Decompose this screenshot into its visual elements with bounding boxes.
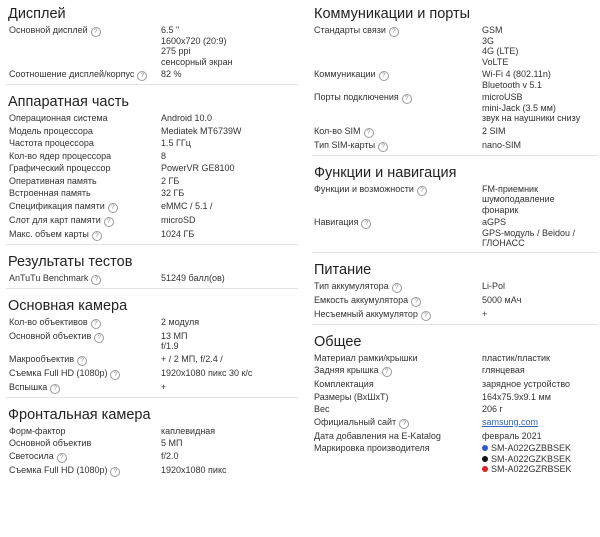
spec-row-main-display: [6, 25, 298, 67]
spec-value: Android 10.0: [161, 113, 213, 123]
section-title-functions: Функции и навигация: [314, 164, 457, 181]
spec-label: Официальный сайт: [314, 416, 397, 427]
help-icon[interactable]: ?: [402, 94, 412, 104]
spec-value: 5000 мАч: [482, 294, 522, 305]
spec-label: Кол-во ядер процессора: [9, 150, 112, 161]
spec-row: [312, 365, 598, 377]
spec-label: Кол-во SIM: [314, 125, 361, 136]
spec-value: Li-Pol: [482, 280, 506, 291]
help-icon[interactable]: ?: [389, 27, 399, 37]
section-main-camera: [6, 292, 298, 398]
section-power: [312, 256, 598, 325]
help-icon[interactable]: ?: [378, 142, 388, 152]
spec-label: Модель процессора: [9, 125, 93, 136]
spec-value: каплевидная: [161, 425, 216, 436]
spec-label: Основной объектив: [9, 330, 92, 341]
spec-label: Вспышка: [9, 381, 48, 392]
spec-row: [312, 92, 598, 124]
spec-value: 51249 балл(ов): [161, 272, 225, 283]
spec-row: [6, 426, 298, 437]
spec-value: глянцевая: [482, 365, 525, 375]
spec-label: Вес: [314, 404, 330, 414]
spec-value: PowerVR GE8100: [161, 163, 235, 173]
spec-label: Основной объектив: [9, 438, 92, 448]
section-hardware: [6, 88, 298, 245]
spec-value: 1920x1080 пикс: [161, 464, 227, 475]
spec-row: [312, 126, 598, 138]
help-icon[interactable]: ?: [382, 367, 392, 377]
spec-value: eMMC / 5.1 /: [161, 200, 213, 211]
spec-row: [6, 201, 298, 213]
spec-label: Дата добавления на E-Katalog: [314, 430, 441, 441]
color-variant-red[interactable]: SM-A022GZRBSEK: [482, 464, 598, 475]
help-icon[interactable]: ?: [137, 71, 147, 81]
help-icon[interactable]: ?: [108, 203, 118, 213]
section-front-camera: [6, 401, 298, 480]
spec-row: [6, 126, 298, 137]
spec-label: Задняя крышка: [314, 365, 379, 375]
section-title-power: Питание: [314, 261, 372, 278]
section-title-tests: Результаты тестов: [8, 253, 133, 270]
spec-row: [312, 69, 598, 90]
spec-value: FM-приемник шумоподавление фонарик: [482, 183, 555, 215]
spec-value: Mediatek MT6739W: [161, 125, 242, 136]
spec-label: Соотношение дисплей/корпус: [9, 69, 135, 79]
help-icon[interactable]: ?: [411, 297, 421, 307]
help-icon[interactable]: ?: [50, 384, 60, 394]
spec-value: февраль 2021: [482, 430, 542, 441]
spec-value: aGPS GPS-модуль / Beidou / ГЛОНАСС: [482, 217, 576, 248]
spec-value: + / 2 МП, f/2.4 /: [161, 353, 223, 364]
right-column: [312, 0, 598, 481]
spec-row: [312, 392, 598, 403]
help-icon[interactable]: ?: [361, 219, 371, 229]
spec-row: [6, 151, 298, 162]
spec-row: [312, 25, 598, 67]
section-title-main-camera: Основная камера: [8, 297, 128, 314]
section-title-comms: Коммуникации и порты: [314, 6, 471, 22]
spec-row: [6, 317, 298, 329]
help-icon[interactable]: ?: [364, 128, 374, 138]
spec-value: 5 МП: [161, 438, 183, 448]
spec-label: Частота процессора: [9, 138, 94, 148]
spec-value: 82 %: [161, 69, 182, 79]
spec-row: [6, 382, 298, 394]
spec-row: [6, 176, 298, 187]
spec-value: 1920x1080 пикс 30 к/с: [161, 367, 253, 378]
spec-label: Оперативная память: [9, 175, 97, 186]
section-functions: [312, 159, 598, 253]
spec-row: [6, 163, 298, 174]
spec-value: +: [482, 308, 488, 319]
spec-label: Порты подключения: [314, 92, 399, 102]
spec-label: Основной дисплей: [9, 25, 88, 35]
help-icon[interactable]: ?: [91, 275, 101, 285]
spec-row: [312, 404, 598, 415]
spec-label: Тип аккумулятора: [314, 280, 389, 291]
spec-value: [482, 443, 598, 475]
color-dot-icon: [482, 445, 488, 451]
spec-row: [6, 354, 298, 366]
spec-value: 2 ГБ: [161, 175, 180, 186]
help-icon[interactable]: ?: [91, 27, 101, 37]
spec-label: Комплектация: [314, 379, 374, 389]
spec-row: [6, 438, 298, 449]
official-site-link[interactable]: samsung.com: [482, 416, 539, 427]
spec-label: Съемка Full HD (1080p): [9, 367, 108, 378]
spec-row-screen-ratio: [6, 69, 298, 81]
spec-label: Графический процессор: [9, 163, 111, 173]
section-title-display: Дисплей: [8, 6, 66, 22]
help-icon[interactable]: ?: [110, 467, 120, 477]
spec-value: 2 модуля: [161, 316, 200, 327]
spec-row: [312, 379, 598, 390]
spec-label: Форм-фактор: [9, 425, 66, 436]
spec-label: AnTuTu Benchmark: [9, 272, 89, 283]
spec-value: 1.5 ГГц: [161, 138, 191, 148]
spec-label: Слот для карт памяти: [9, 214, 101, 225]
spec-label: Размеры (ВхШхТ): [314, 391, 389, 402]
help-icon[interactable]: ?: [104, 217, 114, 227]
spec-value: 13 МП f/1.9: [161, 330, 188, 351]
section-comms: [312, 0, 598, 156]
help-icon[interactable]: ?: [421, 311, 431, 321]
spec-row: [312, 295, 598, 307]
spec-label: Емкость аккумулятора: [314, 294, 409, 305]
help-icon[interactable]: ?: [77, 356, 87, 366]
spec-value: 206 г: [482, 404, 503, 414]
spec-row: [312, 309, 598, 321]
spec-label: Тип SIM-карты: [314, 139, 376, 150]
spec-value: 8: [161, 150, 167, 161]
spec-value: пластик/пластик: [482, 352, 550, 363]
spec-row: [312, 281, 598, 293]
help-icon[interactable]: ?: [92, 231, 102, 241]
spec-value: 164x75.9x9.1 мм: [482, 391, 551, 402]
section-tests: [6, 248, 298, 289]
color-variant-blue[interactable]: SM-A022GZBBSEK: [482, 443, 598, 454]
help-icon[interactable]: ?: [399, 419, 409, 429]
spec-value: Wi-Fi 4 (802.11n) Bluetooth v 5.1: [482, 69, 551, 90]
help-icon[interactable]: ?: [110, 370, 120, 380]
spec-value: +: [161, 381, 167, 392]
spec-value: nano-SIM: [482, 139, 522, 150]
spec-label: Несъемный аккумулятор: [314, 308, 418, 319]
spec-label: Операционная система: [9, 113, 108, 123]
spec-value: 6.5 " 1600x720 (20:9) 275 ppi сенсорный экран: [161, 25, 233, 67]
section-general: [312, 328, 598, 478]
spec-row: [312, 217, 598, 249]
spec-label: Светосила: [9, 450, 54, 461]
spec-label: Съемка Full HD (1080p): [9, 464, 108, 475]
spec-row: [312, 417, 598, 429]
spec-value: microSD: [161, 214, 196, 225]
spec-label: Спецификация памяти: [9, 200, 105, 211]
help-icon[interactable]: ?: [94, 333, 104, 343]
section-title-hardware: Аппаратная часть: [8, 94, 129, 110]
spec-value: 1024 ГБ: [161, 228, 195, 239]
spec-row: [6, 368, 298, 380]
spec-value: f/2.0: [161, 450, 179, 461]
spec-row: [312, 431, 598, 442]
spec-row: [6, 273, 298, 285]
spec-label: Функции и возможности: [314, 183, 414, 194]
spec-label: Кол-во объективов: [9, 316, 88, 327]
spec-label: Коммуникации: [314, 69, 376, 79]
help-icon[interactable]: ?: [379, 71, 389, 81]
spec-label: Стандарты связи: [314, 25, 386, 35]
spec-value: microUSB mini-Jack (3.5 мм) звук на наушники снизу: [482, 92, 581, 123]
spec-value: 2 SIM: [482, 125, 506, 136]
spec-row: [6, 229, 298, 241]
spec-value: 32 ГБ: [161, 188, 185, 198]
spec-row: [312, 443, 598, 475]
help-icon[interactable]: ?: [57, 453, 67, 463]
spec-row: [312, 140, 598, 152]
spec-row: [6, 138, 298, 149]
spec-row: [312, 184, 598, 216]
spec-label: Макс. объем карты: [9, 228, 89, 239]
spec-label: Навигация: [314, 217, 359, 227]
section-title-general: Общее: [314, 333, 362, 350]
spec-row: [6, 215, 298, 227]
color-dot-icon: [482, 456, 488, 462]
color-variant-black[interactable]: SM-A022GZKBSEK: [482, 454, 598, 465]
spec-label: Макрообъектив: [9, 353, 75, 364]
color-dot-icon: [482, 466, 488, 472]
spec-value: зарядное устройство: [482, 379, 571, 389]
spec-label: Материал рамки/крышки: [314, 352, 418, 363]
spec-label: Встроенная память: [9, 188, 91, 198]
help-icon[interactable]: ?: [392, 283, 402, 293]
section-title-front-camera: Фронтальная камера: [8, 406, 151, 423]
spec-row: [6, 465, 298, 477]
help-icon[interactable]: ?: [417, 186, 427, 196]
spec-row: [6, 188, 298, 199]
help-icon[interactable]: ?: [91, 319, 101, 329]
section-display: [6, 0, 298, 85]
spec-value: GSM 3G 4G (LTE) VoLTE: [482, 25, 519, 67]
left-column: [6, 0, 298, 483]
spec-row: [312, 353, 598, 364]
spec-row: [6, 113, 298, 124]
spec-row: [6, 451, 298, 463]
spec-row: [6, 331, 298, 352]
spec-label: Маркировка производителя: [314, 443, 430, 453]
